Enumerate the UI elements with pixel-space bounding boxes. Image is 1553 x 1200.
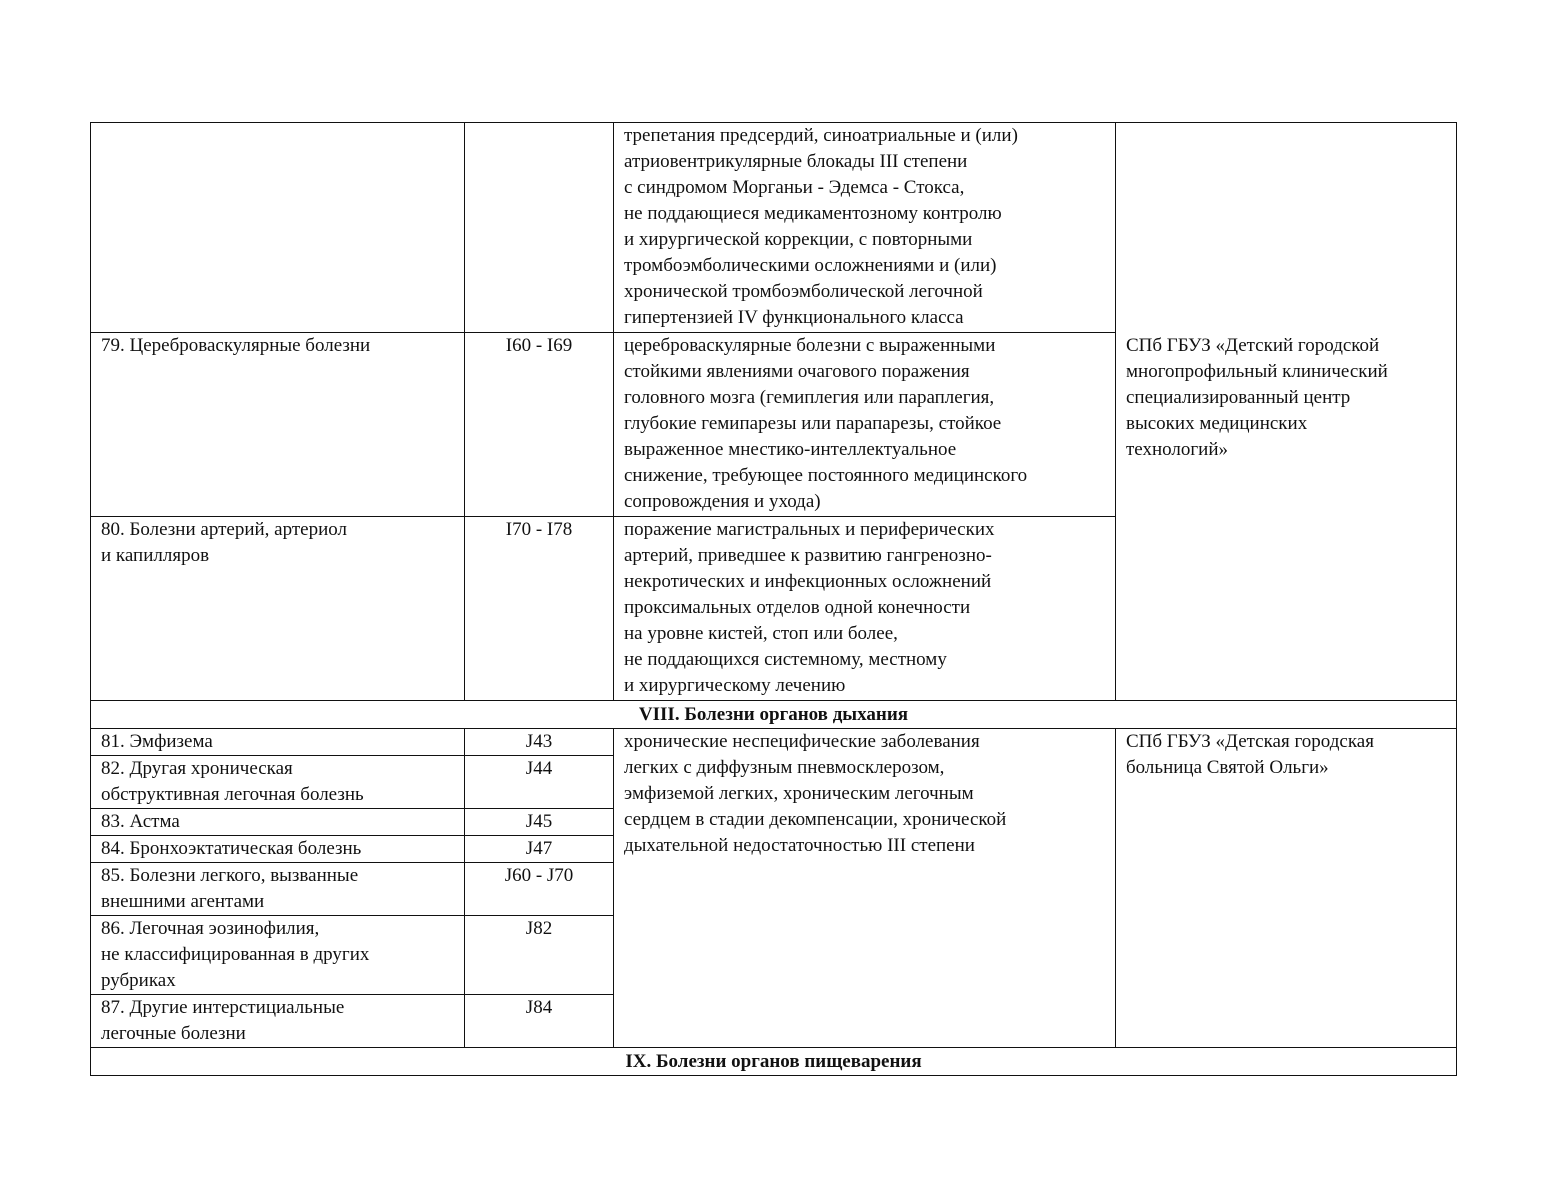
code-cell: J47 [465,836,614,863]
disease-name-cell: 87. Другие интерстициальные легочные болезни [91,995,465,1048]
criteria-cell: поражение магистральных и периферических артерий, приведшее к развитию гангренозно- некротических и инфекционных осложнений проксимальных отделов одной конечности на уровне кистей, стоп или более, не поддающихся системному, местному и хирургическому лечению [614,517,1116,701]
disease-name-cell [91,123,465,333]
disease-name-cell: 80. Болезни артерий, артериол и капилляров [91,517,465,701]
disease-name-cell: 85. Болезни легкого, вызванные внешними агентами [91,863,465,916]
code-cell: J43 [465,729,614,756]
section-header-row [91,1048,1457,1076]
disease-name-cell: 81. Эмфизема [91,729,465,756]
code-cell: J82 [465,916,614,995]
code-cell: J45 [465,809,614,836]
code-cell: I60 - I69 [465,333,614,517]
disease-name-cell: 84. Бронхоэктатическая болезнь [91,836,465,863]
disease-table [90,122,1457,1076]
criteria-cell: цереброваскулярные болезни с выраженными стойкими явлениями очагового поражения головного мозга (гемиплегия или параплегия, глубокие гемипарезы или парапарезы, стойкое выраженное мнестико-интеллектуальное снижение, требующее постоянного медицинского сопровождения и ухода) [614,333,1116,517]
institution-cell: СПб ГБУЗ «Детская городская больница Святой Ольги» [1116,729,1457,1048]
criteria-cell: хронические неспецифические заболевания легких с диффузным пневмосклерозом, эмфиземой легких, хроническим легочным сердцем в стадии декомпенсации, хронической дыхательной недостаточностью III степени [614,729,1116,1048]
section-title: IX. Болезни органов пищеварения [91,1048,1457,1076]
code-cell: J60 - J70 [465,863,614,916]
institution-cell: СПб ГБУЗ «Детский городской многопрофильный клинический специализированный центр высоких медицинских технологий» [1116,123,1457,701]
table-row [91,123,1457,333]
section-title: VIII. Болезни органов дыхания [91,701,1457,729]
disease-name-cell: 79. Цереброваскулярные болезни [91,333,465,517]
code-cell [465,123,614,333]
disease-name-cell: 82. Другая хроническая обструктивная легочная болезнь [91,756,465,809]
section-header-row [91,701,1457,729]
table-row [91,729,1457,756]
criteria-cell: трепетания предсердий, синоатриальные и (или) атриовентрикулярные блокады III степени с синдромом Морганьи - Эдемса - Стокса, не поддающиеся медикаментозному контролю и хирургической коррекции, с повторными тромбоэмболическими осложнениями и (или) хронической тромбоэмболической легочной гипертензией IV функционального класса [614,123,1116,333]
code-cell: I70 - I78 [465,517,614,701]
code-cell: J84 [465,995,614,1048]
code-cell: J44 [465,756,614,809]
disease-name-cell: 86. Легочная эозинофилия, не классифицированная в других рубриках [91,916,465,995]
disease-name-cell: 83. Астма [91,809,465,836]
